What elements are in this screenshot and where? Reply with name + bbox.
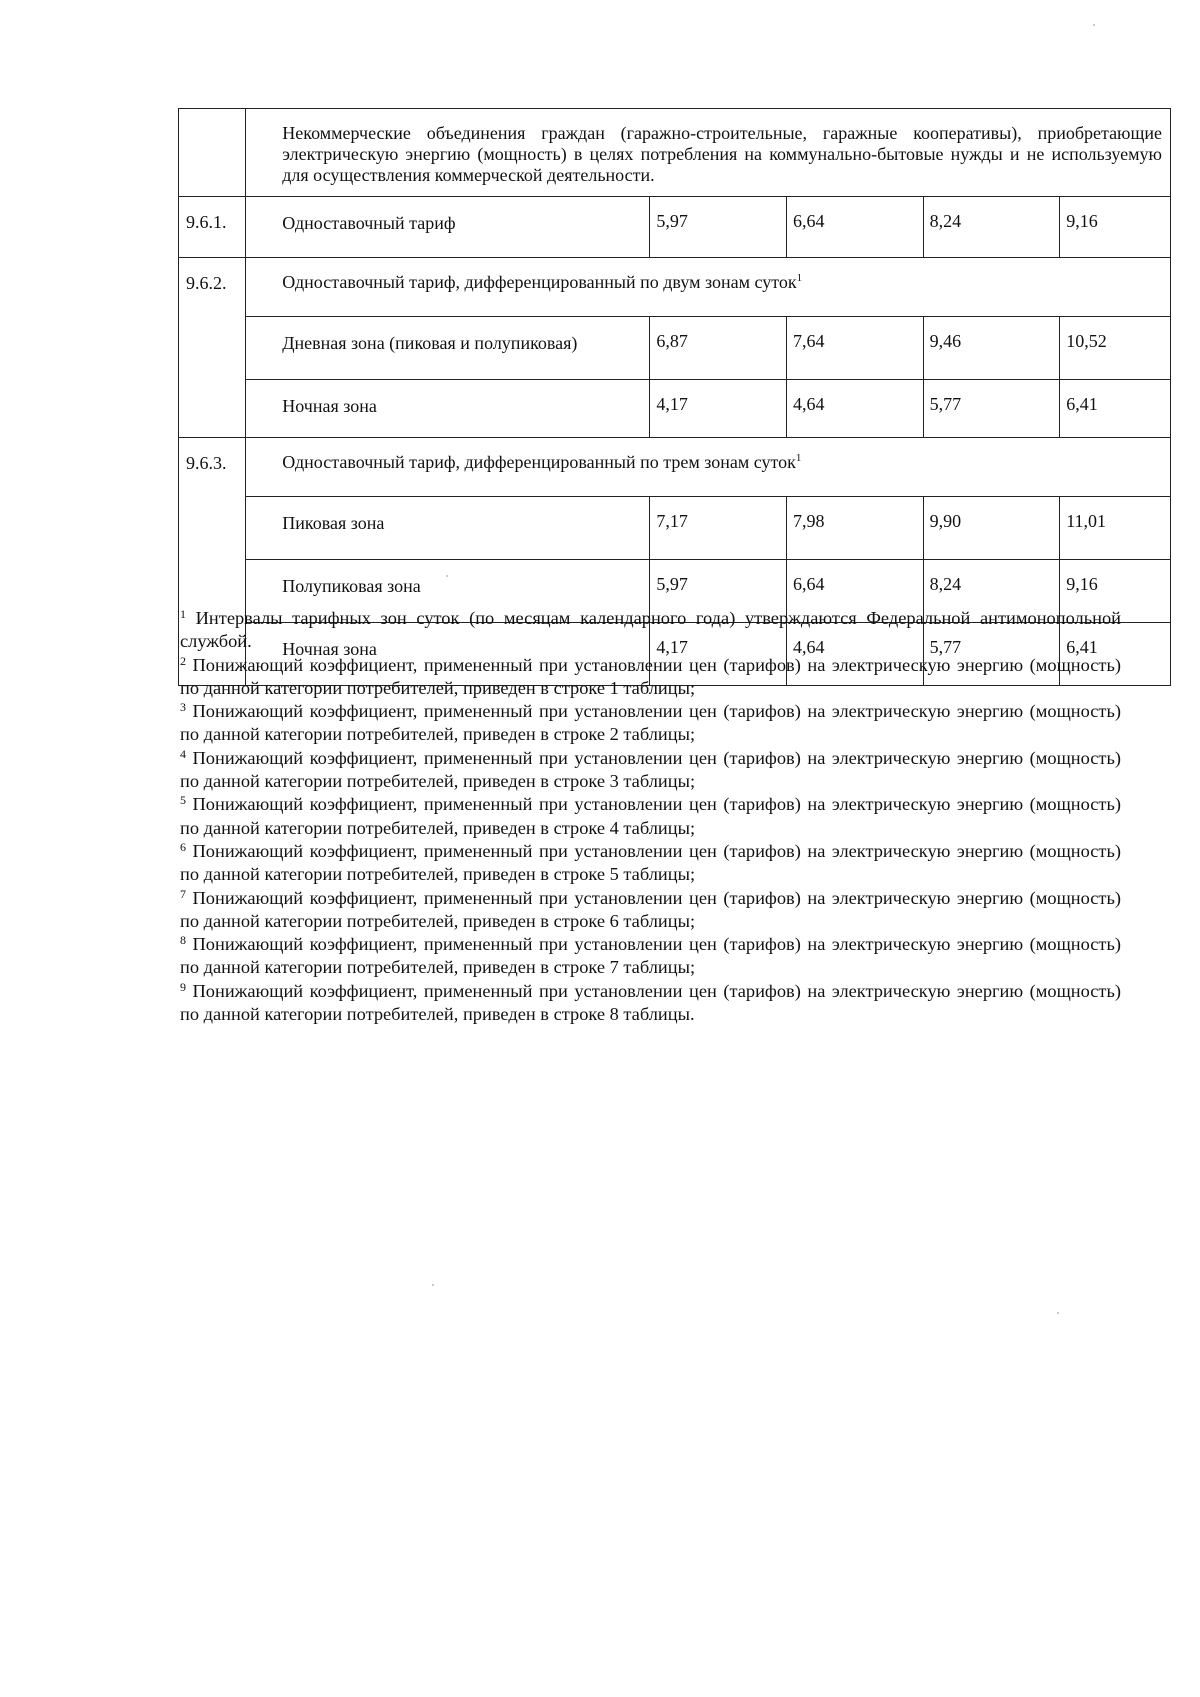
footnote-ref: 1	[795, 452, 802, 465]
row-value: 8,24	[923, 197, 1060, 258]
row-value: 9,90	[923, 497, 1060, 560]
scan-speck	[432, 1284, 434, 1286]
footnote-text: Понижающий коэффициент, примененный при установлении цен (тарифов) на электрическую энергию (мощность) по данной категории потребителей, приведен в строке 4 таблицы;	[180, 794, 1121, 838]
footnote-mark: 5	[180, 793, 186, 808]
row-value: 11,01	[1060, 497, 1171, 560]
footnote-text: Понижающий коэффициент, примененный при установлении цен (тарифов) на электрическую энергию (мощность) по данной категории потребителей, приведен в строке 1 таблицы;	[180, 654, 1121, 698]
row-value: 6,41	[1060, 623, 1171, 686]
row-value: 6,64	[786, 197, 923, 258]
footnote	[180, 980, 1121, 1027]
footnote	[180, 747, 1121, 794]
row-value: 7,64	[786, 317, 923, 380]
footnote-mark: 6	[180, 839, 186, 854]
row-name: Ночная зона	[246, 380, 650, 438]
row-name: Дневная зона (пиковая и полупиковая)	[246, 317, 650, 380]
footnote-mark: 8	[180, 933, 186, 948]
row-value: 10,52	[1060, 317, 1171, 380]
row-value: 7,17	[650, 497, 787, 560]
scan-speck	[1057, 1312, 1059, 1314]
footnote	[180, 607, 1121, 654]
table-row	[179, 497, 1171, 560]
row-name: Ночная зона	[246, 623, 650, 686]
row-value: 4,17	[650, 380, 787, 438]
section-title: Одноставочный тариф, дифференцированный по трем зонам суток	[282, 452, 796, 473]
footnote	[180, 793, 1121, 840]
footnote	[180, 933, 1121, 980]
row-value: 5,97	[650, 560, 787, 623]
row-value: 5,77	[923, 623, 1060, 686]
row-value: 5,77	[923, 380, 1060, 438]
row-value: 5,97	[650, 197, 787, 258]
footnote-text: Понижающий коэффициент, примененный при установлении цен (тарифов) на электрическую энергию (мощность) по данной категории потребителей, приведен в строке 3 таблицы;	[180, 747, 1121, 792]
footnote	[180, 887, 1121, 934]
tariff-table	[178, 108, 1171, 686]
group-description: Некоммерческие объединения граждан (гаражно-строительные, гаражные кооперативы), приобретающие электрическую энергию (мощность) в целях потребления на коммунально-бытовые нужды и не используемую для осуществления коммерческой деятельности.	[282, 123, 1162, 186]
footnote-mark: 1	[180, 607, 186, 621]
footnote-text: Понижающий коэффициент, примененный при установлении цен (тарифов) на электрическую энергию (мощность) по данной категории потребителей, приведен в строке 8 таблицы.	[180, 980, 1121, 1025]
row-value: 4,64	[786, 380, 923, 438]
table-cell-empty	[179, 109, 246, 197]
footnote-mark: 2	[180, 653, 186, 668]
section-title-cell	[246, 258, 1171, 317]
footnote-text: Интервалы тарифных зон суток (по месяцам календарного года) утверждаются Федеральной антимонопольной службой.	[180, 608, 1121, 652]
footnote-mark: 3	[180, 700, 186, 715]
row-value: 9,16	[1060, 197, 1171, 258]
row-value: 9,46	[923, 317, 1060, 380]
row-number: 9.6.3.	[179, 438, 246, 686]
row-number: 9.6.2.	[179, 258, 246, 438]
row-value: 6,87	[650, 317, 787, 380]
footnote-ref: 1	[796, 272, 803, 285]
footnote-text: Понижающий коэффициент, примененный при установлении цен (тарифов) на электрическую энергию (мощность) по данной категории потребителей, приведен в строке 6 таблицы;	[180, 887, 1121, 931]
section-title: Одноставочный тариф, дифференцированный по двум зонам суток	[282, 272, 797, 293]
row-number: 9.6.1.	[179, 197, 246, 258]
row-value: 8,24	[923, 560, 1060, 623]
row-value: 6,64	[786, 560, 923, 623]
footnote	[180, 840, 1121, 887]
table-row	[179, 380, 1171, 438]
footnotes	[180, 607, 1121, 1026]
footnote	[180, 700, 1121, 747]
footnote-text: Понижающий коэффициент, примененный при установлении цен (тарифов) на электрическую энергию (мощность) по данной категории потребителей, приведен в строке 2 таблицы;	[180, 701, 1121, 745]
row-name: Полупиковая зона	[246, 560, 650, 623]
footnote-mark: 7	[180, 886, 186, 901]
table-section-row	[179, 258, 1171, 317]
section-title-cell	[246, 438, 1171, 497]
row-value: 4,64	[786, 623, 923, 686]
row-name: Одноставочный тариф	[246, 197, 650, 258]
table-group-header-row	[179, 109, 1171, 197]
row-value: 7,98	[786, 497, 923, 560]
table-row	[179, 317, 1171, 380]
footnote-mark: 4	[180, 746, 186, 761]
footnote-mark: 9	[180, 979, 186, 994]
row-value: 6,41	[1060, 380, 1171, 438]
footnote-text: Понижающий коэффициент, примененный при установлении цен (тарифов) на электрическую энергию (мощность) по данной категории потребителей, приведен в строке 5 таблицы;	[180, 840, 1121, 885]
footnote	[180, 654, 1121, 701]
row-value: 4,17	[650, 623, 787, 686]
table-row	[179, 197, 1171, 258]
row-name: Пиковая зона	[246, 497, 650, 560]
table-section-row	[179, 438, 1171, 497]
scan-speck	[1093, 24, 1095, 26]
scan-speck	[446, 575, 448, 577]
footnote-text: Понижающий коэффициент, примененный при установлении цен (тарифов) на электрическую энергию (мощность) по данной категории потребителей, приведен в строке 7 таблицы;	[180, 934, 1121, 978]
row-value: 9,16	[1060, 560, 1171, 623]
group-description-cell	[246, 109, 1171, 197]
